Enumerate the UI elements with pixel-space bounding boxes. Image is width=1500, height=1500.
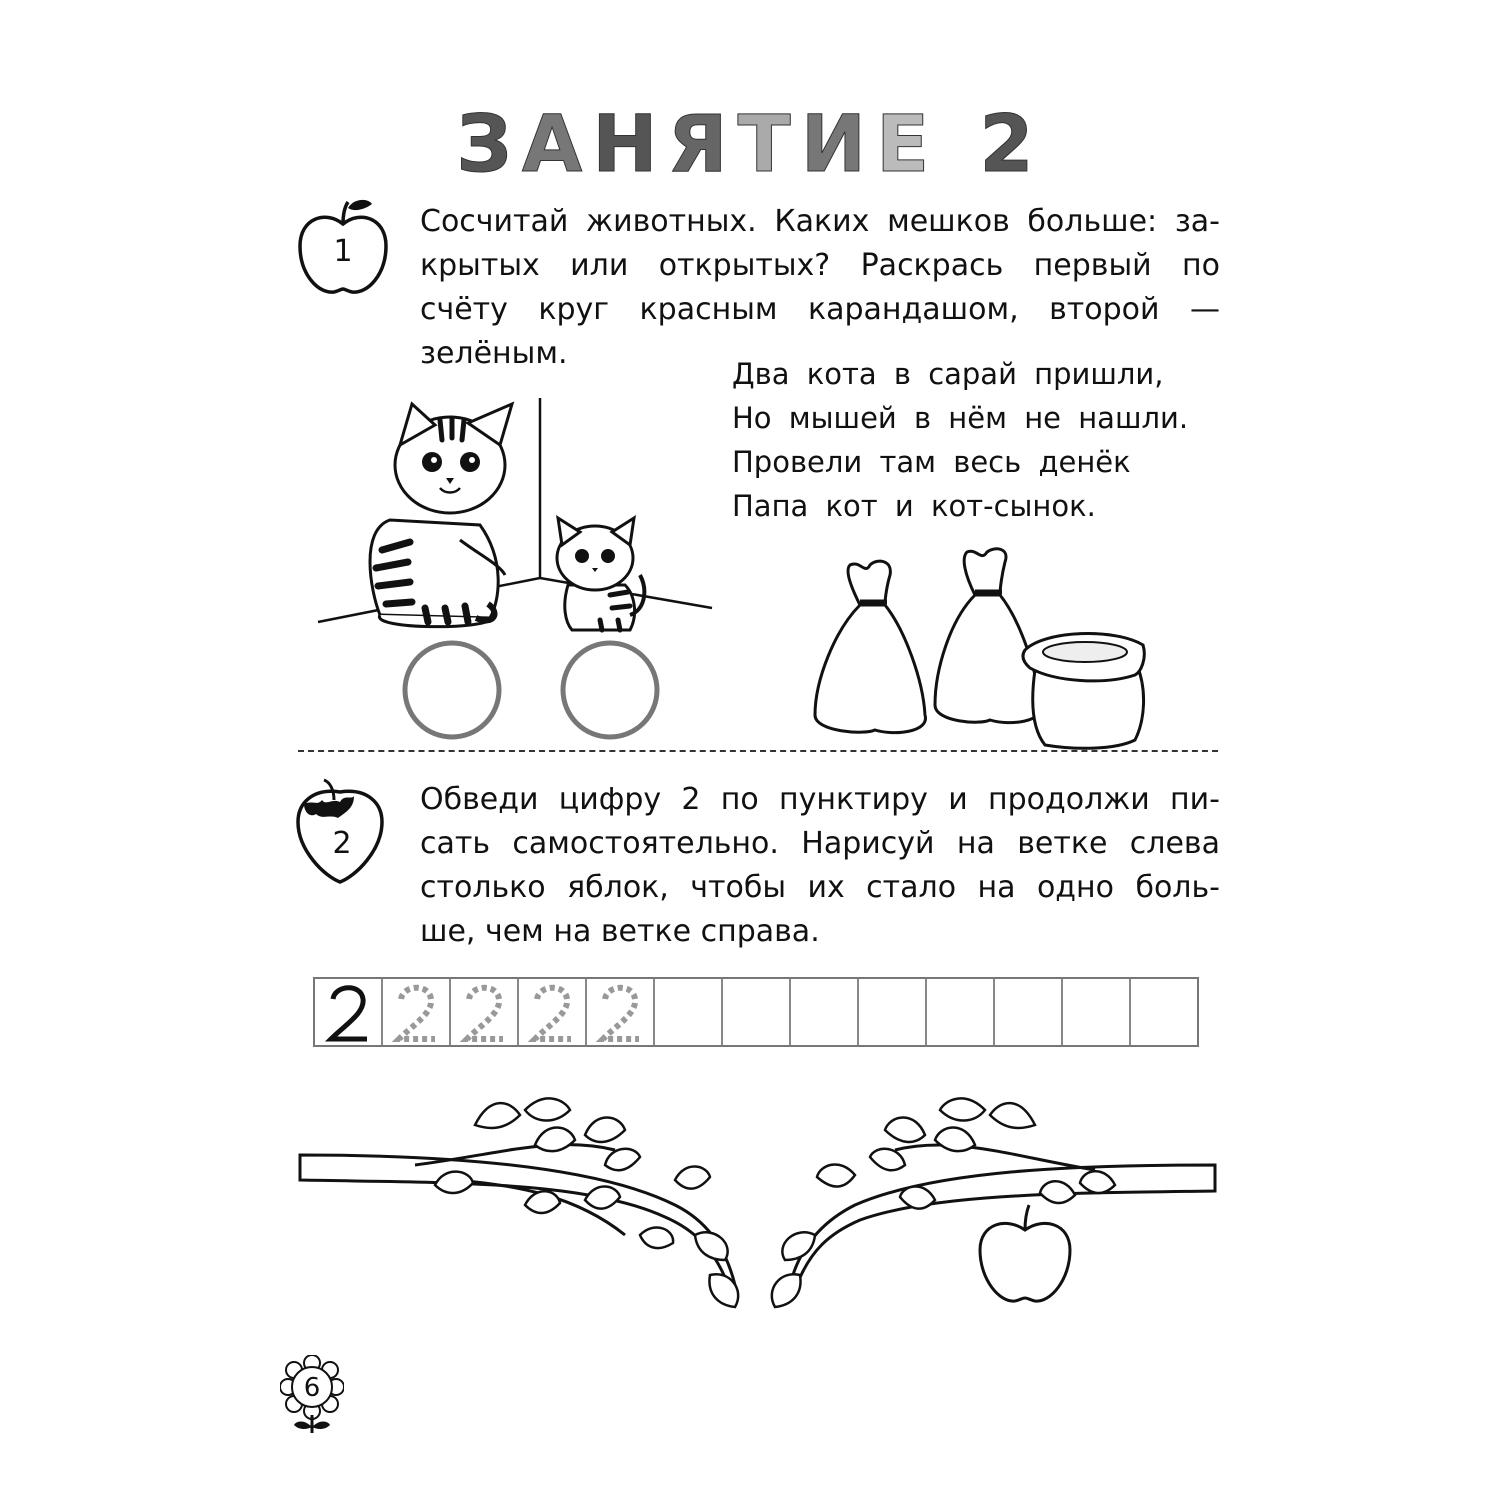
title-letter: З <box>456 100 522 190</box>
grid-cell-trace[interactable] <box>519 979 587 1045</box>
title-letter: Т <box>737 100 801 190</box>
task1-line: Сосчитай животных. Каких мешков больше: за- <box>420 204 1220 239</box>
big-cat <box>370 404 512 627</box>
task2-line: сать самостоятельно. Нарисуй на ветке слева <box>420 826 1220 861</box>
task1-line: счёту круг красным карандашом, второй — <box>420 292 1220 327</box>
grid-cell-sample[interactable] <box>315 979 383 1045</box>
digit-sample <box>315 979 381 1045</box>
title-letter: И <box>800 100 877 190</box>
task2-instructions <box>420 778 1220 954</box>
closed-sack <box>935 549 1040 723</box>
open-sack <box>1023 634 1144 749</box>
branches-illustration <box>295 1085 1220 1335</box>
poem-line: Папа кот и кот-сынок. <box>732 489 1096 523</box>
title-letter: 2 <box>979 100 1044 190</box>
grid-cell-empty[interactable] <box>927 979 995 1045</box>
task1-line: зелёным. <box>420 336 568 371</box>
task1-line: крытых или открытых? Раскрась первый по <box>420 248 1220 283</box>
digit-dashed <box>451 979 517 1045</box>
tracing-grid <box>313 977 1199 1047</box>
task2-line: Обведи цифру 2 по пунктиру и продолжи пи- <box>420 782 1220 817</box>
task1-number: 1 <box>333 234 353 269</box>
grid-cell-empty[interactable] <box>655 979 723 1045</box>
cats-illustration <box>300 390 720 640</box>
grid-cell-trace[interactable] <box>587 979 655 1045</box>
poem-line: Провели там весь денёк <box>732 445 1131 479</box>
task2-line: ше, чем на ветке справа. <box>420 914 820 949</box>
left-leaves <box>435 1098 738 1307</box>
digit-dashed <box>519 979 585 1045</box>
grid-cell-trace[interactable] <box>451 979 519 1045</box>
section-divider <box>298 750 1218 752</box>
grid-cell-empty[interactable] <box>1063 979 1131 1045</box>
poem-line: Два кота в сарай пришли, <box>732 357 1164 391</box>
task2-line: столько яблок, чтобы их стало на одно боль- <box>420 870 1220 905</box>
poem-line: Но мышей в нём не нашли. <box>732 401 1189 435</box>
title-letter: Е <box>876 100 940 190</box>
title-letter: А <box>521 100 593 190</box>
color-circle <box>405 643 499 737</box>
task1-badge <box>296 196 390 296</box>
grid-cell-empty[interactable] <box>995 979 1063 1045</box>
lesson-title <box>0 100 1500 190</box>
left-branch <box>300 1145 735 1287</box>
color-circles <box>398 640 668 745</box>
grid-cell-empty[interactable] <box>723 979 791 1045</box>
grid-cell-empty[interactable] <box>791 979 859 1045</box>
grid-cell-trace[interactable] <box>383 979 451 1045</box>
small-cat <box>557 518 644 630</box>
page-number: 6 <box>303 1373 321 1403</box>
grid-cell-empty[interactable] <box>1131 979 1197 1045</box>
closed-sack <box>815 561 925 732</box>
title-letter: Я <box>667 100 738 190</box>
title-letter: Н <box>592 100 668 190</box>
color-circle <box>563 643 657 737</box>
task1-instructions <box>420 200 1220 376</box>
page-number-badge <box>280 1355 344 1435</box>
apple-on-branch <box>980 1205 1070 1301</box>
task2-number: 2 <box>332 826 352 861</box>
poem <box>732 352 1222 528</box>
task2-badge <box>294 778 386 884</box>
digit-dashed <box>383 979 449 1045</box>
grid-cell-empty[interactable] <box>859 979 927 1045</box>
sacks-illustration <box>805 540 1150 750</box>
digit-dashed <box>587 979 653 1045</box>
